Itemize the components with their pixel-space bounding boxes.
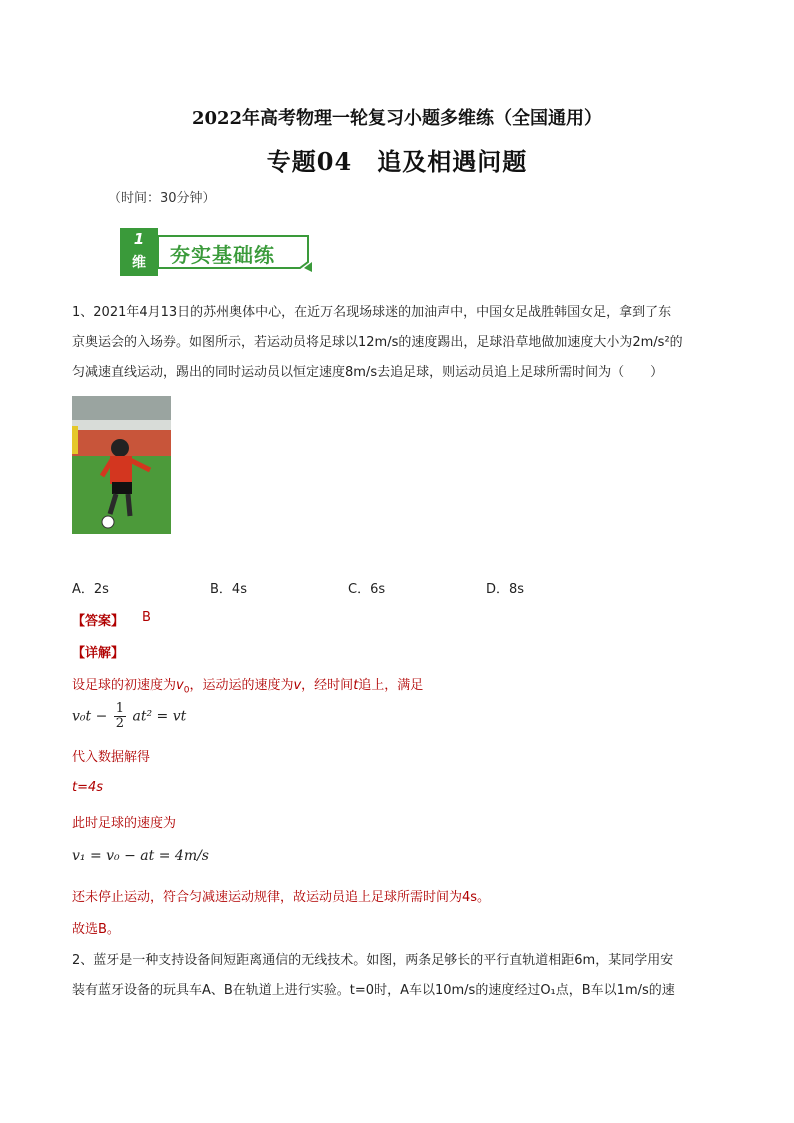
soccer-player-image	[72, 396, 171, 534]
topic-title: 专题04 追及相遇问题	[266, 147, 528, 176]
detail-label: 【详解】	[72, 646, 125, 661]
option-a: A．2s	[72, 582, 109, 597]
option-c: C．6s	[348, 582, 386, 597]
page-title: 2022年高考物理一轮复习小题多维练（全国通用）	[191, 108, 603, 129]
detail-line5: 故选B。	[72, 922, 120, 937]
answer-value: B	[142, 610, 151, 625]
q2-line2: 装有蓝牙设备的玩具车A、B在轨道上进行实验。t=0时，A车以10m/s的速度经过O₁点，B车以1m/s的速	[72, 983, 675, 998]
detail-line2: 代入数据解得	[72, 750, 151, 765]
result-t: t=4s	[72, 780, 104, 795]
option-b: B．4s	[210, 582, 247, 597]
q2-line1: 2、蓝牙是一种支持设备间短距离通信的无线技术。如图，两条足够长的平行直轨道相距6m，某同学用安	[72, 953, 674, 968]
q1-line2: 京奥运会的入场券。如图所示，若运动员将足球以12m/s的速度踢出，足球沿草地做加速度大小为2m/s²的	[72, 335, 683, 350]
q1-line1: 1、2021年4月13日的苏州奥体中心，在近万名现场球迷的加油声中，中国女足战胜韩国女足，拿到了东	[72, 305, 672, 320]
badge-label: 夯实基础练	[170, 243, 275, 267]
detail-line4: 还未停止运动，符合匀减速运动规律，故运动员追上足球所需时间为4s。	[72, 890, 491, 905]
time-note: （时间：30分钟）	[108, 191, 216, 206]
badge-unit: 维	[132, 255, 146, 271]
section-badge	[120, 228, 315, 276]
q1-line3: 匀减速直线运动，踢出的同时运动员以恒定速度8m/s去追足球，则运动员追上足球所需时间为（ ）	[72, 365, 664, 380]
formula-1: v₀t − $\frac{1}{2}$ at² = vt	[72, 701, 187, 731]
formula-2: v₁ = v₀ − at = 4m/s	[72, 848, 209, 864]
detail-line3: 此时足球的速度为	[72, 816, 177, 831]
answer-label: 【答案】	[72, 614, 125, 629]
badge-number: 1	[133, 230, 145, 248]
option-d: D．8s	[486, 582, 525, 597]
detail-line1: 设足球的初速度为$v_0$，运动运的速度为v，经时间t追上，满足	[72, 678, 424, 696]
